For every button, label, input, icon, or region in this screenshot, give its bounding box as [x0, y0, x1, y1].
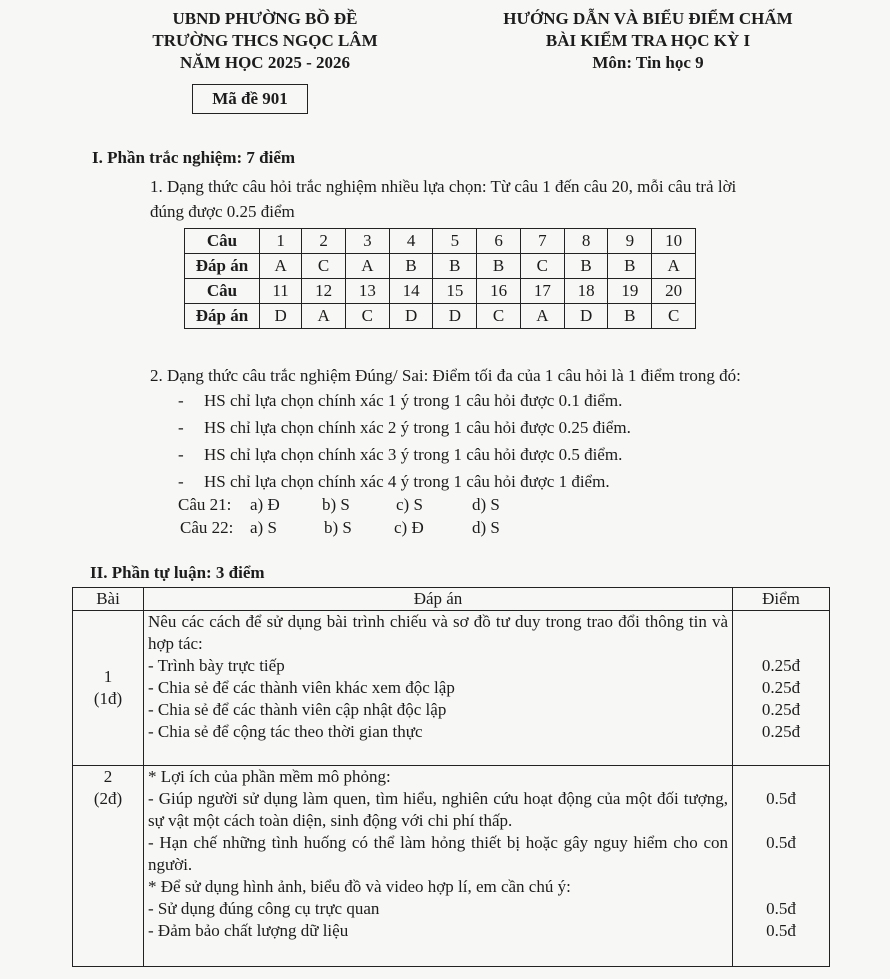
- score-spacer: [733, 766, 829, 788]
- question-cell: 9: [608, 229, 652, 254]
- q1-line: - Chia sẻ để cộng tác theo thời gian thực: [148, 722, 423, 741]
- tf-option: d) S: [472, 518, 500, 537]
- question-cell: 8: [564, 229, 608, 254]
- district-name: UBND PHƯỜNG BỒ ĐỀ: [172, 9, 358, 28]
- table-row-q1: [73, 611, 830, 766]
- question-cell: 20: [652, 279, 696, 304]
- question-label: Câu: [185, 279, 260, 304]
- answer-cell: D: [389, 304, 433, 329]
- school-year: NĂM HỌC 2025 - 2026: [180, 53, 350, 72]
- dash-bullet: -: [178, 418, 184, 437]
- answer-label: Đáp án: [185, 254, 260, 279]
- q2-score: 0.5đ: [766, 899, 796, 918]
- tf-option: b) S: [322, 495, 350, 514]
- answer-cell: B: [477, 254, 521, 279]
- question-cell: 12: [302, 279, 346, 304]
- part1-item1-line2: đúng được 0.25 điểm: [150, 202, 295, 221]
- dash-bullet: -: [178, 445, 184, 464]
- question-cell: 17: [520, 279, 564, 304]
- question-cell: 11: [260, 279, 302, 304]
- q2-answer-cell: [144, 766, 733, 967]
- tf-option: c) S: [396, 495, 423, 514]
- table-header-row: [73, 588, 830, 611]
- q1-score-cell: [733, 611, 830, 766]
- exam-code: Mã đề 901: [212, 89, 288, 108]
- header-dapan: Đáp án: [144, 588, 733, 611]
- bullet-text: HS chỉ lựa chọn chính xác 3 ý trong 1 câu hỏi được 0.5 điểm.: [204, 445, 623, 464]
- question-cell: 2: [302, 229, 346, 254]
- tf-option: a) S: [250, 518, 277, 537]
- answer-cell: C: [652, 304, 696, 329]
- part2-title: II. Phần tự luận: 3 điểm: [90, 563, 265, 582]
- part1-item1-line1: 1. Dạng thức câu hỏi trắc nghiệm nhiều lựa chọn: Từ câu 1 đến câu 20, mỗi câu trả lời: [150, 177, 737, 196]
- answer-cell: D: [564, 304, 608, 329]
- tf-option: c) Đ: [394, 518, 424, 537]
- q1-score: 0.25đ: [761, 656, 801, 675]
- question-cell: 7: [520, 229, 564, 254]
- table-row: [185, 279, 696, 304]
- table-row-q2: [73, 766, 830, 967]
- dash-bullet: -: [178, 472, 184, 491]
- list-item: [178, 418, 631, 438]
- tf-option: a) Đ: [250, 495, 280, 514]
- essay-table: [72, 587, 830, 967]
- answer-cell: C: [520, 254, 564, 279]
- subject-line: Môn: Tin học 9: [592, 53, 704, 72]
- question-cell: 1: [260, 229, 302, 254]
- q1-score: 0.25đ: [761, 700, 801, 719]
- answer-cell: A: [302, 304, 346, 329]
- table-row: [185, 304, 696, 329]
- question-cell: 16: [477, 279, 521, 304]
- answer-cell: B: [389, 254, 433, 279]
- question-cell: 15: [433, 279, 477, 304]
- table-row: [185, 229, 696, 254]
- question-cell: 3: [345, 229, 389, 254]
- doc-title-line1: HƯỚNG DẪN VÀ BIỂU ĐIỂM CHẤM: [503, 9, 793, 28]
- question-label: Câu: [185, 229, 260, 254]
- school-name: TRƯỜNG THCS NGỌC LÂM: [152, 31, 378, 50]
- question-cell: 19: [608, 279, 652, 304]
- q1-line: - Chia sẻ để các thành viên khác xem độc lập: [148, 678, 455, 697]
- question-cell: 5: [433, 229, 477, 254]
- q2-score: 0.5đ: [766, 789, 796, 808]
- q2-score-cell: [733, 766, 830, 967]
- answer-cell: B: [564, 254, 608, 279]
- document-title: [458, 8, 838, 74]
- answer-cell: A: [260, 254, 302, 279]
- bullet-text: HS chỉ lựa chọn chính xác 1 ý trong 1 câu hỏi được 0.1 điểm.: [204, 391, 623, 410]
- q2-score: 0.5đ: [766, 921, 796, 940]
- q1-number-cell: [73, 611, 144, 766]
- q1-intro: Nêu các cách để sử dụng bài trình chiếu và sơ đồ tư duy trong trao đổi thông tin và hợp tác:: [148, 612, 728, 653]
- q2-bullet: - Đảm bảo chất lượng dữ liệu: [148, 921, 349, 940]
- list-item: [178, 391, 622, 411]
- q2-heading-usage: * Để sử dụng hình ảnh, biểu đồ và video hợp lí, em cần chú ý:: [148, 877, 571, 896]
- bullet-text: HS chỉ lựa chọn chính xác 4 ý trong 1 câu hỏi được 1 điểm.: [204, 472, 610, 491]
- list-item: [178, 445, 622, 465]
- q2-heading-benefits: * Lợi ích của phần mềm mô phỏng:: [148, 767, 391, 786]
- header-diem: Điểm: [733, 588, 830, 611]
- answer-cell: B: [608, 304, 652, 329]
- tf-label: Câu 22:: [180, 518, 234, 537]
- answer-cell: D: [260, 304, 302, 329]
- answer-cell: B: [608, 254, 652, 279]
- q2-score: 0.5đ: [766, 833, 796, 852]
- q1-score: 0.25đ: [761, 678, 801, 697]
- answer-cell: C: [302, 254, 346, 279]
- q1-points: (1đ): [93, 689, 123, 708]
- q2-number: 2: [103, 767, 113, 786]
- answer-table: [184, 228, 696, 329]
- tf-option: d) S: [472, 495, 500, 514]
- q2-number-cell: [73, 766, 144, 967]
- tf-option: b) S: [324, 518, 352, 537]
- q2-bullet: - Hạn chế những tình huống có thể làm hỏng thiết bị hoặc gây nguy hiểm cho con người.: [148, 833, 728, 874]
- question-cell: 10: [652, 229, 696, 254]
- answer-cell: C: [345, 304, 389, 329]
- q2-bullet: - Sử dụng đúng công cụ trực quan: [148, 899, 380, 918]
- bullet-text: HS chỉ lựa chọn chính xác 2 ý trong 1 câu hỏi được 0.25 điểm.: [204, 418, 631, 437]
- table-row: [185, 254, 696, 279]
- score-spacer: [733, 611, 829, 655]
- tf-label: Câu 21:: [178, 495, 232, 514]
- q1-number: 1: [103, 667, 113, 686]
- answer-cell: C: [477, 304, 521, 329]
- answer-cell: A: [345, 254, 389, 279]
- q1-answer-cell: [144, 611, 733, 766]
- answer-cell: A: [520, 304, 564, 329]
- q1-line: - Chia sẻ để các thành viên cập nhật độc lập: [148, 700, 447, 719]
- score-spacer: [733, 876, 829, 898]
- question-cell: 13: [345, 279, 389, 304]
- header-bai: Bài: [73, 588, 144, 611]
- q1-line: - Trình bày trực tiếp: [148, 656, 285, 675]
- q2-bullet: - Giúp người sử dụng làm quen, tìm hiểu, nghiên cứu hoạt động của một đối tượng, sự vật một cách toàn diện, sinh động với chi phí thấp.: [148, 789, 728, 830]
- question-cell: 18: [564, 279, 608, 304]
- school-header: [120, 8, 410, 74]
- question-cell: 14: [389, 279, 433, 304]
- part1-title: I. Phần trắc nghiệm: 7 điểm: [92, 148, 296, 167]
- answer-cell: D: [433, 304, 477, 329]
- question-cell: 4: [389, 229, 433, 254]
- list-item: [178, 472, 610, 492]
- dash-bullet: -: [178, 391, 184, 410]
- question-cell: 6: [477, 229, 521, 254]
- q1-score: 0.25đ: [761, 722, 801, 741]
- part1-item2: 2. Dạng thức câu trắc nghiệm Đúng/ Sai: Điểm tối đa của 1 câu hỏi là 1 điểm trong đó:: [150, 366, 741, 385]
- answer-label: Đáp án: [185, 304, 260, 329]
- answer-cell: A: [652, 254, 696, 279]
- answer-cell: B: [433, 254, 477, 279]
- exam-code-box: [192, 84, 308, 114]
- doc-title-line2: BÀI KIỂM TRA HỌC KỲ I: [545, 31, 751, 50]
- q2-points: (2đ): [93, 789, 123, 808]
